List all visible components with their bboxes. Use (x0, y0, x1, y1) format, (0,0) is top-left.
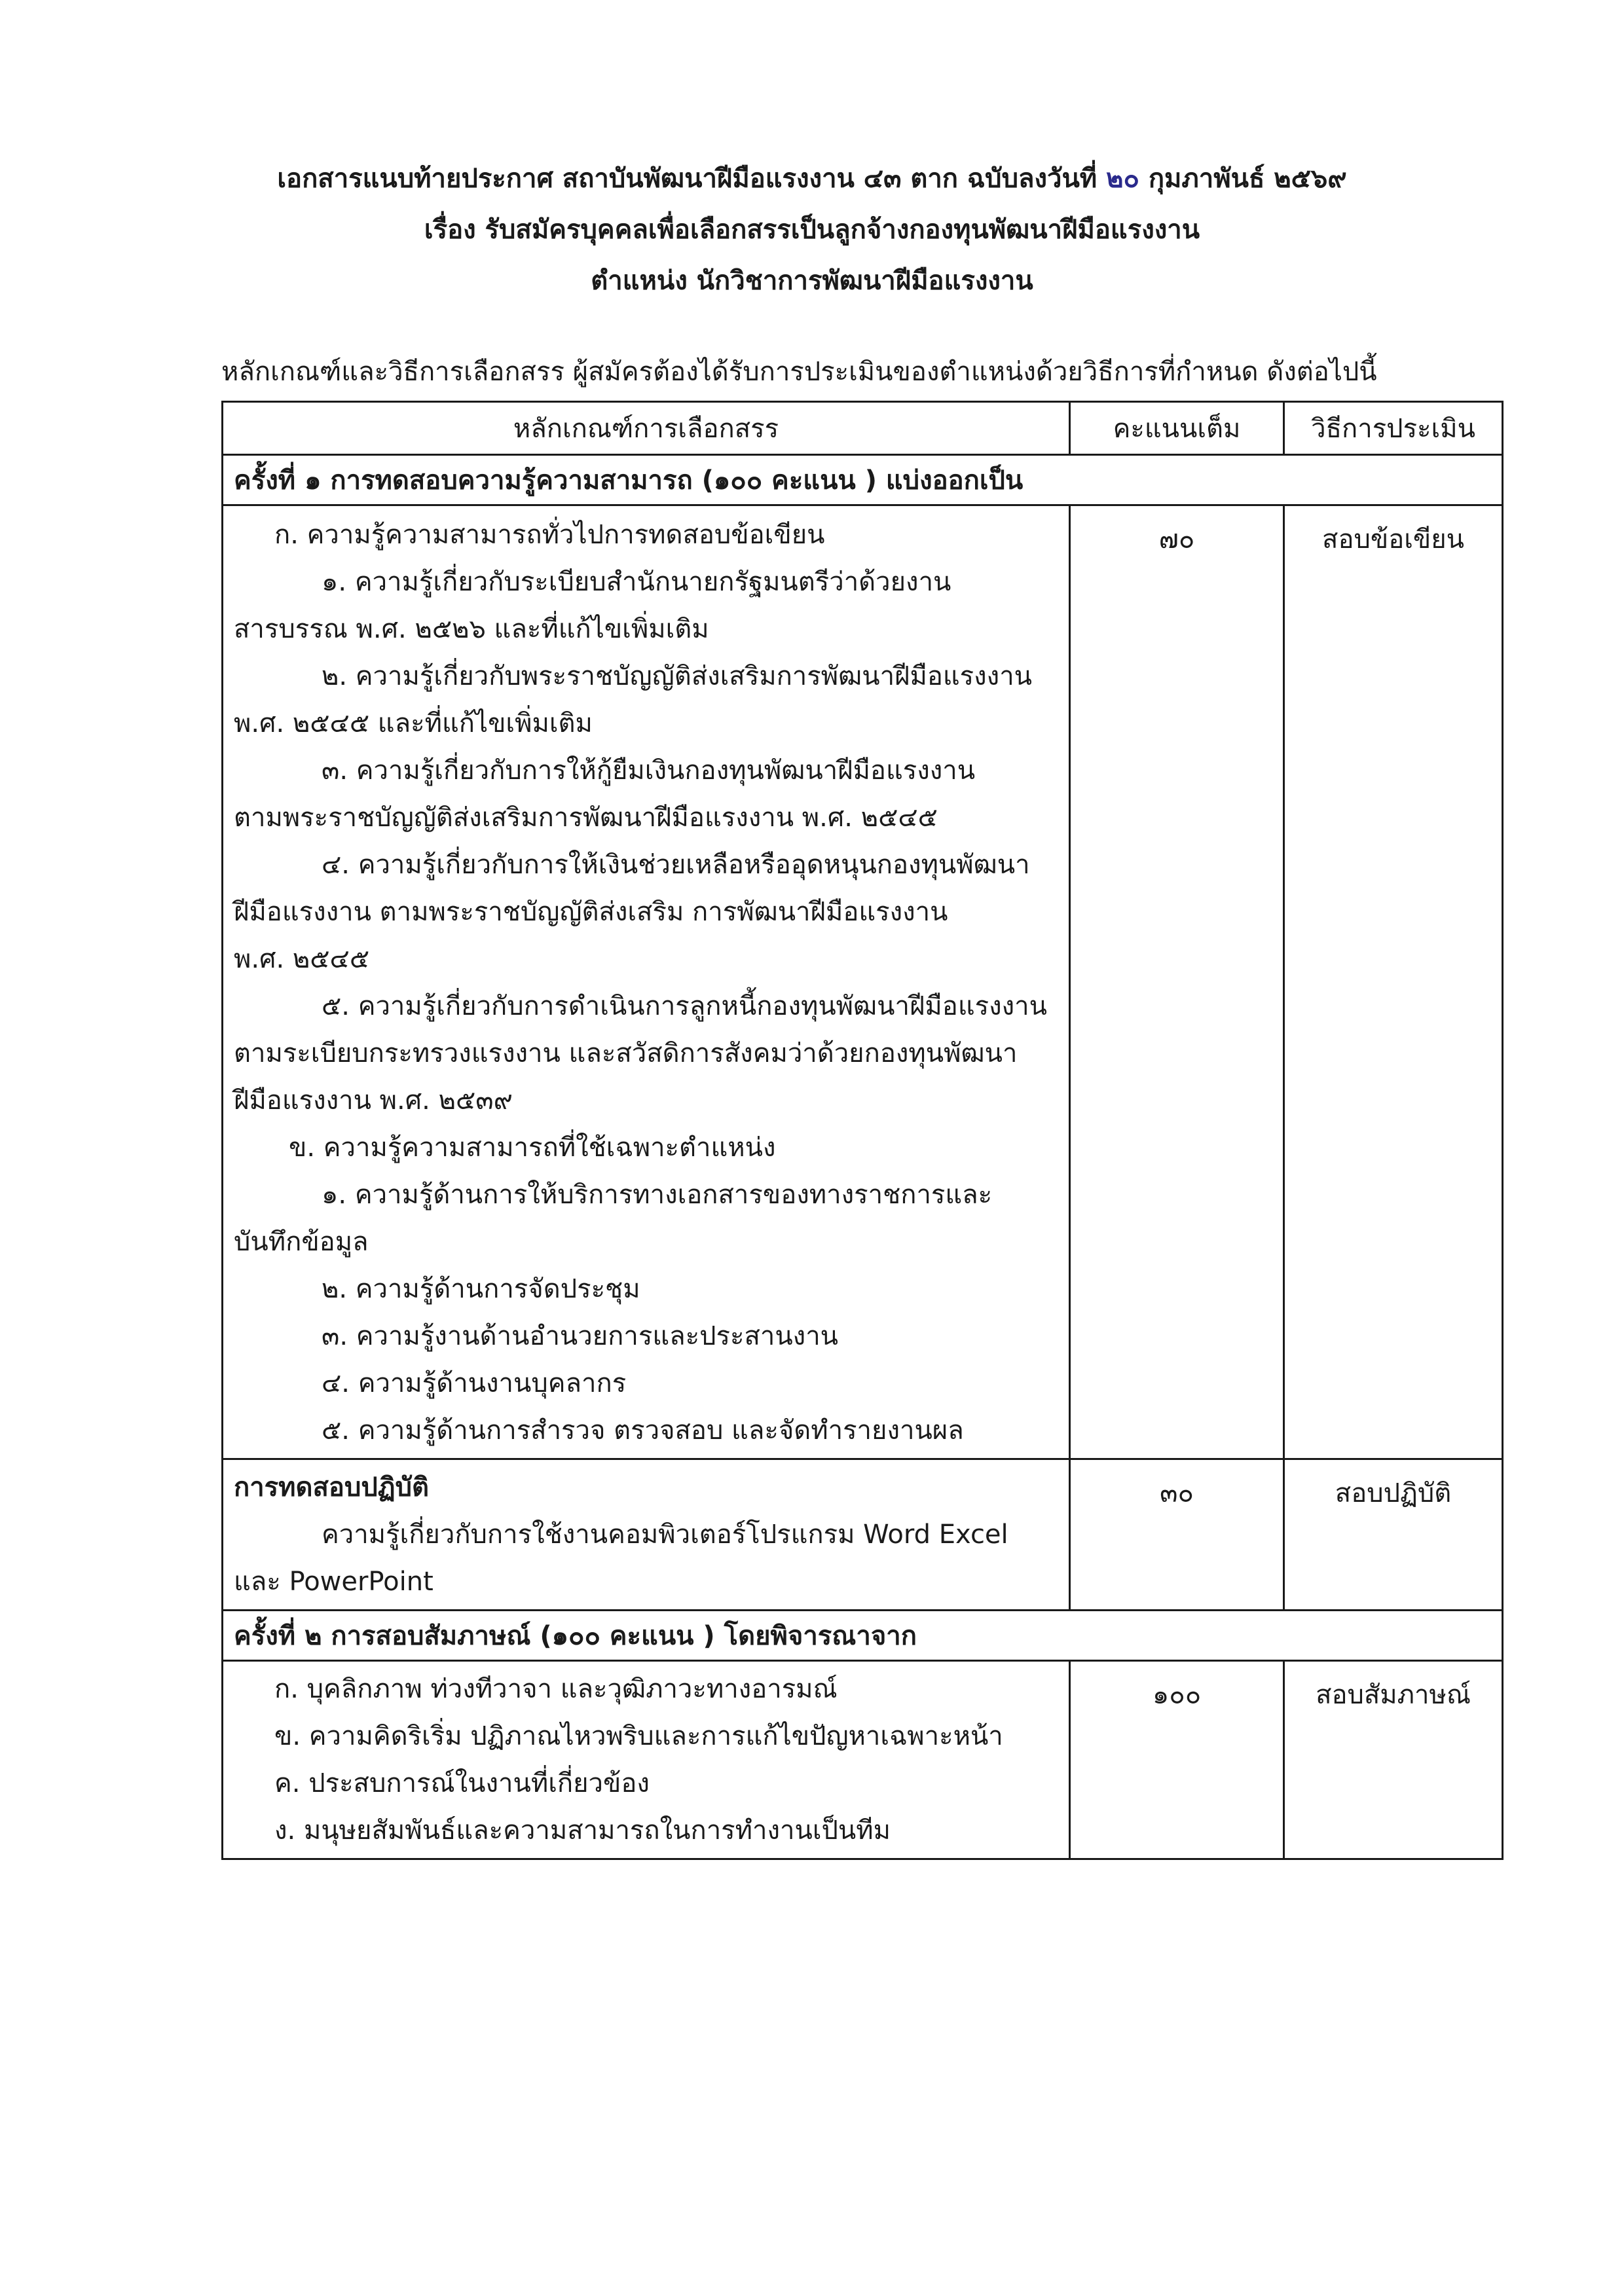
written-line: พ.ศ. ๒๕๔๕ (234, 944, 370, 974)
col-score-header: คะแนนเต็ม (1069, 402, 1283, 455)
round1-row (223, 455, 1503, 505)
table-header-row (223, 402, 1503, 455)
interview-row (223, 1661, 1503, 1859)
written-line: ๒. ความรู้เกี่ยวกับพระราชบัญญัติส่งเสริมการพัฒนาฝีมือแรงงาน (322, 661, 1032, 691)
intro-text: หลักเกณฑ์และวิธีการเลือกสรร ผู้สมัครต้องได้รับการประเมินของตำแหน่งด้วยวิธีการที่กำหนด ดังต่อไปนี้ (221, 357, 1377, 387)
written-line: ตามพระราชบัญญัติส่งเสริมการพัฒนาฝีมือแรงงาน พ.ศ. ๒๕๔๕ (234, 803, 938, 833)
practical-method: สอบปฏิบัติ (1284, 1459, 1503, 1611)
round1-title: ครั้งที่ ๑ การทดสอบความรู้ความสามารถ (๑๐๐ คะแนน ) แบ่งออกเป็น (223, 455, 1503, 505)
interview-line: ค. ประสบการณ์ในงานที่เกี่ยวข้อง (274, 1768, 650, 1798)
criteria-table (221, 401, 1504, 1860)
written-row (223, 505, 1503, 1459)
written-line: ตามระเบียบกระทรวงแรงงาน และสวัสดิการสังคมว่าด้วยกองทุนพัฒนา (234, 1038, 1018, 1068)
interview-line: ก. บุคลิกภาพ ท่วงทีวาจา และวุฒิภาวะทางอารมณ์ (274, 1674, 838, 1704)
written-line: บันทึกข้อมูล (234, 1227, 369, 1257)
written-line: ๕. ความรู้เกี่ยวกับการดำเนินการลูกหนี้กองทุนพัฒนาฝีมือแรงงาน (322, 991, 1047, 1021)
practical-line: และ PowerPoint (234, 1567, 434, 1597)
written-method: สอบข้อเขียน (1284, 505, 1503, 1459)
written-line: ฝีมือแรงงาน ตามพระราชบัญญัติส่งเสริม การพัฒนาฝีมือแรงงาน (234, 897, 948, 927)
written-line: ฝีมือแรงงาน พ.ศ. ๒๕๓๙ (234, 1085, 513, 1116)
written-line: พ.ศ. ๒๕๔๕ และที่แก้ไขเพิ่มเติม (234, 708, 593, 738)
written-line: ๑. ความรู้เกี่ยวกับระเบียบสำนักนายกรัฐมนตรีว่าด้วยงาน (322, 567, 951, 597)
written-line: ๓. ความรู้งานด้านอำนวยการและประสานงาน (322, 1321, 839, 1351)
written-score: ๗๐ (1069, 505, 1283, 1459)
interview-criteria-cell (223, 1661, 1070, 1859)
header-day: ๒๐ (1106, 164, 1139, 194)
header-line-3: ตำแหน่ง นักวิชาการพัฒนาฝีมือแรงงาน (591, 266, 1033, 296)
header-line-1-suffix: กุมภาพันธ์ ๒๕๖๙ (1148, 164, 1347, 194)
interview-score: ๑๐๐ (1069, 1661, 1283, 1859)
practical-row (223, 1459, 1503, 1611)
interview-line: ข. ความคิดริเริ่ม ปฏิภาณไหวพริบและการแก้ไขปัญหาเฉพาะหน้า (274, 1721, 1003, 1751)
written-line: สารบรรณ พ.ศ. ๒๕๒๖ และที่แก้ไขเพิ่มเติม (234, 614, 709, 644)
written-line: ๓. ความรู้เกี่ยวกับการให้กู้ยืมเงินกองทุนพัฒนาฝีมือแรงงาน (322, 756, 976, 786)
interview-method: สอบสัมภาษณ์ (1284, 1661, 1503, 1859)
col-method-header: วิธีการประเมิน (1284, 402, 1503, 455)
col-criteria-header: หลักเกณฑ์การเลือกสรร (223, 402, 1070, 455)
written-line: ก. ความรู้ความสามารถทั่วไปการทดสอบข้อเขียน (274, 520, 825, 550)
written-line: ๑. ความรู้ด้านการให้บริการทางเอกสารของทางราชการและ (322, 1180, 993, 1210)
round2-title: ครั้งที่ ๒ การสอบสัมภาษณ์ (๑๐๐ คะแนน ) โดยพิจารณาจาก (223, 1611, 1503, 1661)
practical-score: ๓๐ (1069, 1459, 1283, 1611)
header-line-2: เรื่อง รับสมัครบุคคลเพื่อเลือกสรรเป็นลูกจ้างกองทุนพัฒนาฝีมือแรงงาน (424, 215, 1200, 245)
practical-criteria-cell (223, 1459, 1070, 1611)
written-line: ข. ความรู้ความสามารถที่ใช้เฉพาะตำแหน่ง (289, 1133, 776, 1163)
practical-line: ความรู้เกี่ยวกับการใช้งานคอมพิวเตอร์โปรแกรม Word Excel (322, 1520, 1008, 1550)
written-criteria-cell (223, 505, 1070, 1459)
interview-line: ง. มนุษยสัมพันธ์และความสามารถในการทำงานเป็นทีม (274, 1815, 891, 1846)
round2-row (223, 1611, 1503, 1661)
written-line: ๔. ความรู้เกี่ยวกับการให้เงินช่วยเหลือหรืออุดหนุนกองทุนพัฒนา (322, 850, 1030, 880)
written-line: ๒. ความรู้ด้านการจัดประชุม (322, 1274, 640, 1304)
header-line-1-prefix: เอกสารแนบท้ายประกาศ สถาบันพัฒนาฝีมือแรงงาน ๔๓ ตาก ฉบับลงวันที่ (277, 164, 1098, 194)
practical-title: การทดสอบปฏิบัติ (234, 1472, 429, 1503)
written-line: ๔. ความรู้ด้านงานบุคลากร (322, 1368, 627, 1398)
header-line-1 (0, 157, 1624, 199)
written-line: ๕. ความรู้ด้านการสำรวจ ตรวจสอบ และจัดทำรายงานผล (322, 1415, 964, 1446)
